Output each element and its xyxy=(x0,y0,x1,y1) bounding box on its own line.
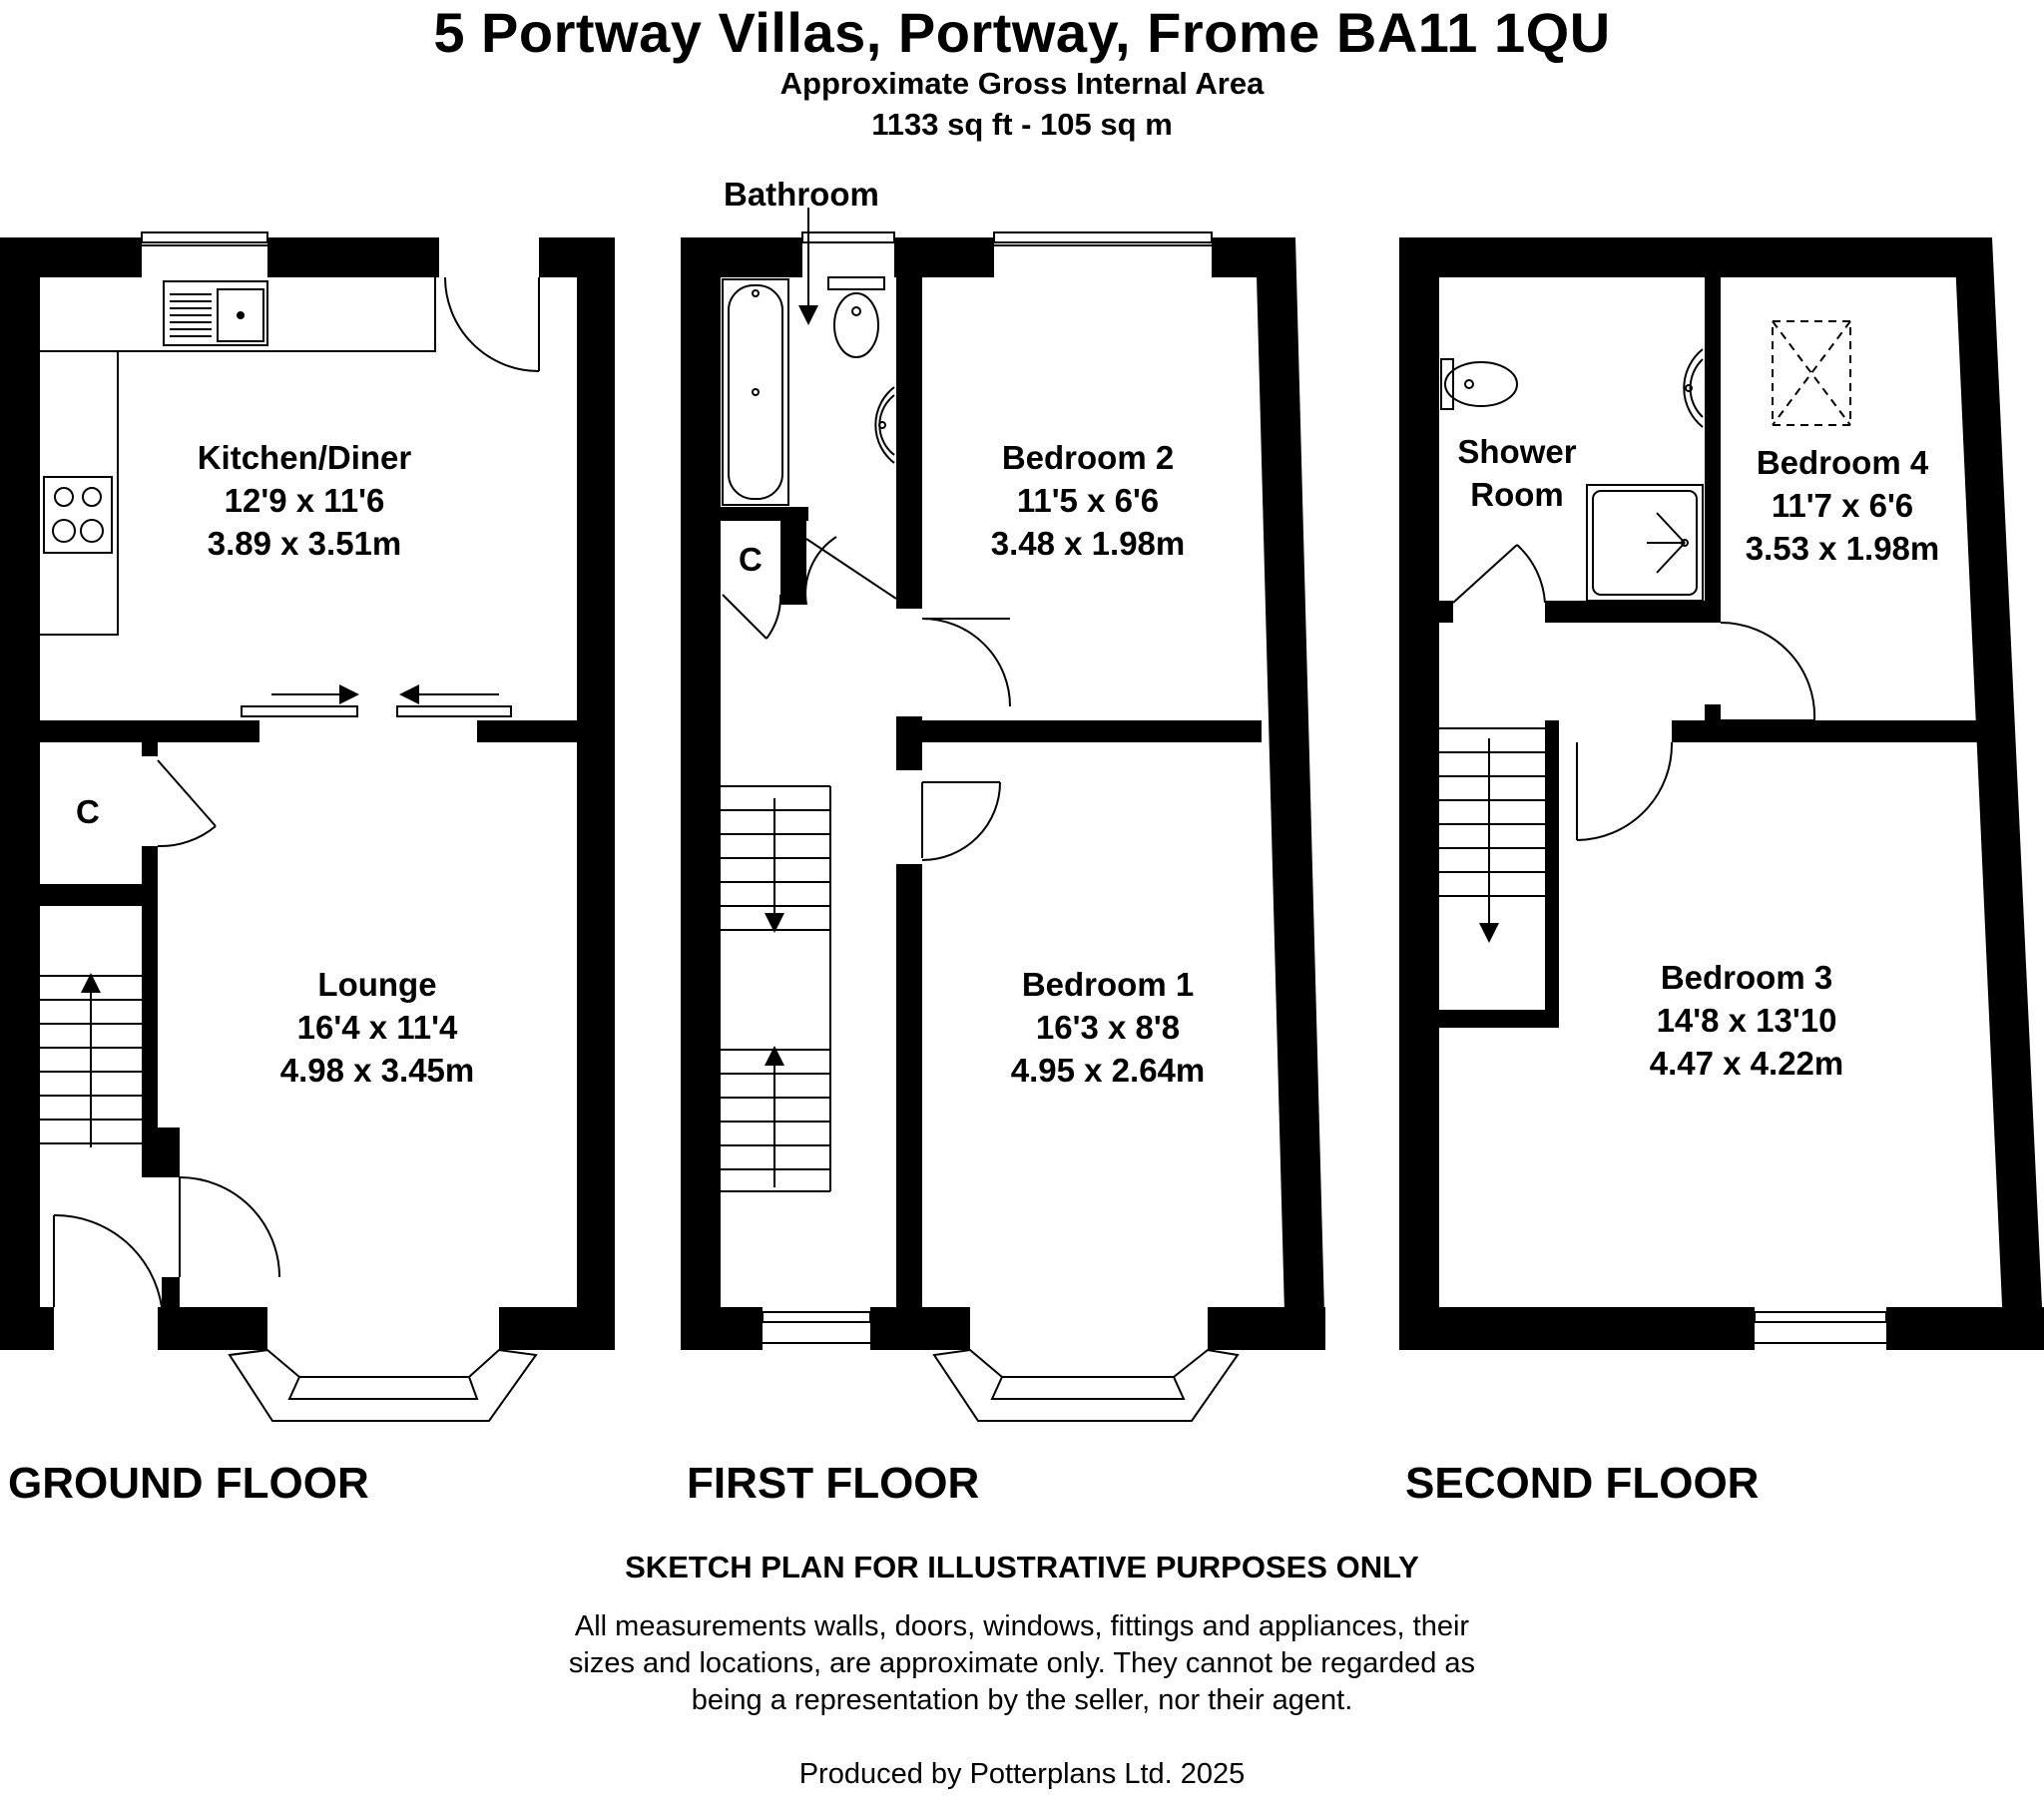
room-label-shower-room xyxy=(1437,430,1597,516)
ground-staircase xyxy=(40,976,142,1147)
front-door xyxy=(54,1215,162,1307)
room-label-bedroom4 xyxy=(1725,441,1960,570)
bedroom1-name: Bedroom 1 xyxy=(1021,966,1195,1003)
disclaimer-heading: SKETCH PLAN FOR ILLUSTRATIVE PURPOSES ONLY xyxy=(625,1550,1419,1584)
bedroom2-imperial: 11'5 x 6'6 xyxy=(1016,482,1160,519)
bedroom2-name: Bedroom 2 xyxy=(1001,439,1175,476)
kitchen-sink-icon xyxy=(164,281,267,345)
sliding-doors xyxy=(242,694,511,716)
second-floor-window xyxy=(1755,1312,1886,1343)
bedroom1-imperial: 16'3 x 8'8 xyxy=(1035,1009,1181,1046)
disclaimer-line-2: sizes and locations, are approximate only. They cannot be regarded as xyxy=(568,1647,1476,1679)
bathroom-door xyxy=(805,537,896,605)
room-label-bedroom3 xyxy=(1597,956,1896,1085)
disclaimer-line-3: being a representation by the seller, nor their agent. xyxy=(691,1684,1353,1716)
first-floor-walls xyxy=(681,237,1325,1350)
room-label-kitchen xyxy=(140,436,469,565)
bathroom-toilet-icon xyxy=(828,277,884,357)
first-cupboard-label: C xyxy=(739,541,763,578)
cooker-hob-icon xyxy=(44,477,112,553)
kitchen-imperial: 12'9 x 11'6 xyxy=(224,482,385,519)
bathroom-basin-icon xyxy=(875,387,894,463)
plan-title: 5 Portway Villas, Portway, Frome BA11 1QU xyxy=(433,1,1611,64)
first-floor-staircase xyxy=(721,786,830,1191)
shower-tray-icon xyxy=(1587,485,1703,601)
roof-skylight-icon xyxy=(1773,321,1850,425)
ground-floor-windows xyxy=(142,232,536,1421)
bath-icon xyxy=(723,279,788,505)
disclaimer-line-1: All measurements walls, doors, windows, fittings and appliances, their xyxy=(574,1610,1470,1642)
lounge-door xyxy=(180,1177,279,1277)
bedroom1-metric: 4.95 x 2.64m xyxy=(1010,1052,1206,1089)
bedroom4-imperial: 11'7 x 6'6 xyxy=(1771,487,1914,524)
bedroom2-metric: 3.48 x 1.98m xyxy=(990,525,1186,562)
first-floor-windows xyxy=(763,232,1238,1421)
lounge-imperial: 16'4 x 11'4 xyxy=(296,1009,458,1046)
bedroom4-door xyxy=(1721,623,1814,720)
bedroom3-metric: 4.47 x 4.22m xyxy=(1649,1045,1844,1082)
room-label-bedroom2 xyxy=(938,436,1238,565)
room-label-lounge xyxy=(228,963,527,1092)
second-floor-plan xyxy=(1399,237,2044,1350)
floor-label-first: FIRST FLOOR xyxy=(687,1459,980,1508)
lounge-name: Lounge xyxy=(317,966,437,1003)
first-floor-plan xyxy=(681,208,1325,1421)
second-floor-staircase xyxy=(1439,728,1545,933)
shower-toilet-icon xyxy=(1441,359,1517,409)
area-label: Approximate Gross Internal Area xyxy=(779,66,1265,101)
bedroom4-name: Bedroom 4 xyxy=(1756,444,1929,481)
shower-line1: Shower xyxy=(1457,433,1577,470)
bedroom3-door xyxy=(1577,742,1672,840)
kitchen-back-door xyxy=(445,277,539,371)
first-cupboard-door xyxy=(723,595,780,639)
lounge-metric: 4.98 x 3.45m xyxy=(279,1052,475,1089)
floor-label-ground: GROUND FLOOR xyxy=(8,1459,369,1508)
ground-cupboard-label: C xyxy=(76,793,100,830)
bedroom3-name: Bedroom 3 xyxy=(1660,959,1833,996)
floor-label-second: SECOND FLOOR xyxy=(1405,1459,1760,1508)
producer-credit: Produced by Potterplans Ltd. 2025 xyxy=(798,1758,1246,1790)
bedroom4-metric: 3.53 x 1.98m xyxy=(1745,530,1940,567)
room-label-bathroom: Bathroom xyxy=(724,176,879,213)
shower-room-door xyxy=(1453,545,1545,603)
shower-basin-icon xyxy=(1684,349,1703,427)
kitchen-name: Kitchen/Diner xyxy=(197,439,412,476)
bedroom1-door xyxy=(922,782,1000,860)
kitchen-metric: 3.89 x 3.51m xyxy=(207,525,402,562)
bedroom3-imperial: 14'8 x 13'10 xyxy=(1656,1002,1837,1039)
room-label-bedroom1 xyxy=(958,963,1258,1092)
ground-cupboard-door xyxy=(158,760,216,846)
area-value: 1133 sq ft - 105 sq m xyxy=(871,107,1173,142)
shower-line2: Room xyxy=(1470,476,1564,513)
bedroom2-door xyxy=(922,619,1010,706)
